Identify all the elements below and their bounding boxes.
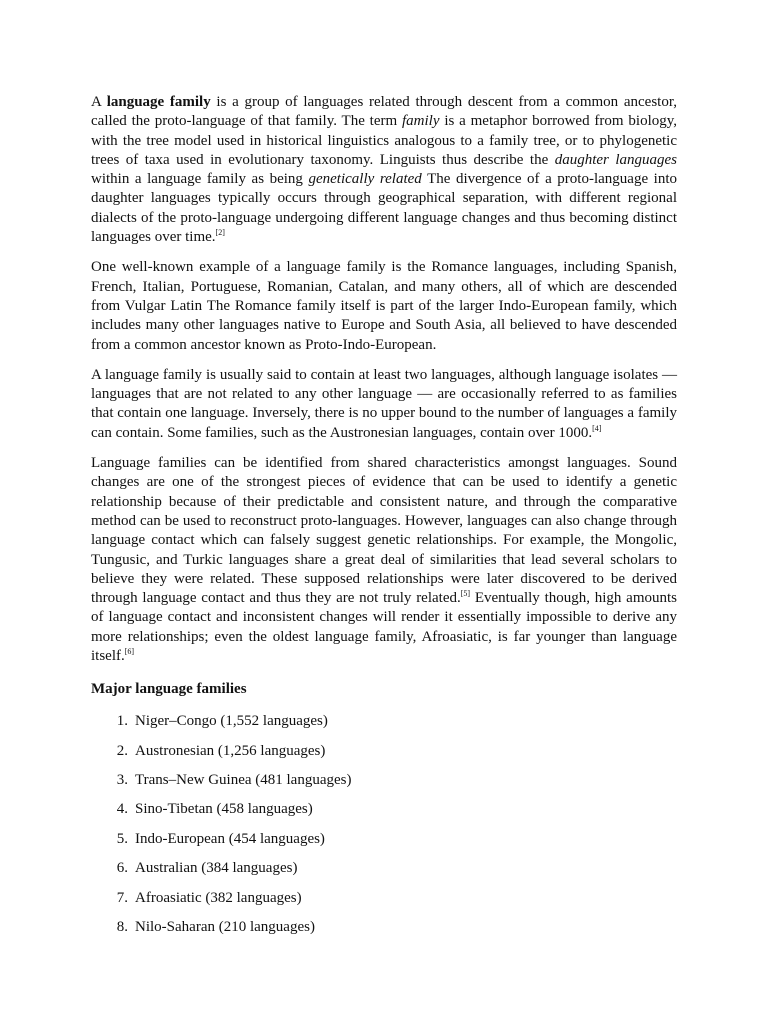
paragraph-romance: One well-known example of a language family is the Romance languages, including Spanish, French, Italian, Portuguese, Romanian, Catalan, and many others, all of which are descended from Vulgar Latin The Romance family itself is part of the larger Indo-European family, which includes many other languages native to Europe and South Asia, all believed to have descended from a common ancestor known as Proto-Indo-European. xyxy=(91,259,677,353)
list-item xyxy=(91,859,677,888)
citation-ref: [5] xyxy=(460,589,471,599)
bold-term: language family xyxy=(106,94,211,110)
list-item-text: Sino-Tibetan (458 languages) xyxy=(135,801,313,818)
text-run: Eventually though, high amounts of language contact and inconsistent changes will render it essentially impossible to derive any more relationships; even the oldest language family, Afroasiatic, is far younger than language itself. xyxy=(91,590,677,665)
italic-term: family xyxy=(402,113,440,130)
paragraph-identification xyxy=(91,454,677,666)
citation-ref: [6] xyxy=(124,647,135,657)
language-family-list xyxy=(91,712,677,947)
list-number: 1. xyxy=(116,713,128,730)
list-number: 3. xyxy=(116,772,128,789)
text-run: is a group of languages related through descent from a common ancestor, called the proto-language of that family. The term xyxy=(91,94,677,130)
list-item xyxy=(91,889,677,918)
italic-term: daughter languages xyxy=(554,151,678,168)
list-item-text: Australian (384 languages) xyxy=(135,860,298,877)
list-number: 8. xyxy=(116,919,128,936)
list-item-text: Nilo-Saharan (210 languages) xyxy=(135,919,315,936)
text-run: The divergence of a proto-language into daughter languages typically occurs through geographical separation, with different regional dialects of the proto-language undergoing different language changes and thus becoming distinct languages over time. xyxy=(91,171,678,246)
italic-term: genetically related xyxy=(308,171,422,188)
list-number: 5. xyxy=(116,830,128,847)
section-heading: Major language families xyxy=(91,681,247,698)
text-run: A xyxy=(91,94,107,110)
text-run: is a metaphor borrowed from biology, with the tree model used in historical linguistics analogous to a family tree, or to phylogenetic trees of taxa used in evolutionary taxonomy. Linguists thus describe the xyxy=(91,113,678,168)
list-number: 6. xyxy=(116,860,128,877)
list-item-text: Niger–Congo (1,552 languages) xyxy=(135,713,328,730)
paragraph-intro xyxy=(91,93,677,247)
paragraph-family-size xyxy=(91,366,677,443)
list-item-text: Indo-European (454 languages) xyxy=(135,830,325,847)
list-item xyxy=(91,918,677,947)
list-item xyxy=(91,800,677,829)
list-item-text: Trans–New Guinea (481 languages) xyxy=(135,772,352,789)
citation-ref: [2] xyxy=(215,228,225,238)
text-run: A language family is usually said to contain at least two languages, although language isolates — languages that are not related to any other language — are occasionally referred to as families that contain one language. Inversely, there is no upper bound to the number of languages a family can contain. Some families, such as the Austronesian languages, contain over 1000. xyxy=(91,366,677,441)
text-run: Language families can be identified from shared characteristics amongst languages. Sound changes are one of the strongest pieces of evidence that can be used to identify a genetic relationship because of their predictable and consistent nature, and through the comparative method can be used to reconstruct proto-languages. However, languages can also change through language contact which can falsely suggest genetic relationships. For example, the Mongolic, Tungusic, and Turkic languages share a great deal of similarities that lead several scholars to believe they were related. These supposed relationships were later discovered to be derived through language contact and thus they are not truly related. xyxy=(91,455,677,607)
list-item xyxy=(91,712,677,741)
list-item xyxy=(91,742,677,771)
list-number: 2. xyxy=(116,742,128,759)
list-item xyxy=(91,771,677,800)
list-item xyxy=(91,830,677,859)
list-item-text: Afroasiatic (382 languages) xyxy=(135,889,302,906)
list-item-text: Austronesian (1,256 languages) xyxy=(135,742,326,759)
text-run: within a language family as being xyxy=(91,171,309,188)
list-number: 7. xyxy=(116,889,128,906)
list-number: 4. xyxy=(116,801,128,818)
citation-ref: [4] xyxy=(592,423,602,433)
